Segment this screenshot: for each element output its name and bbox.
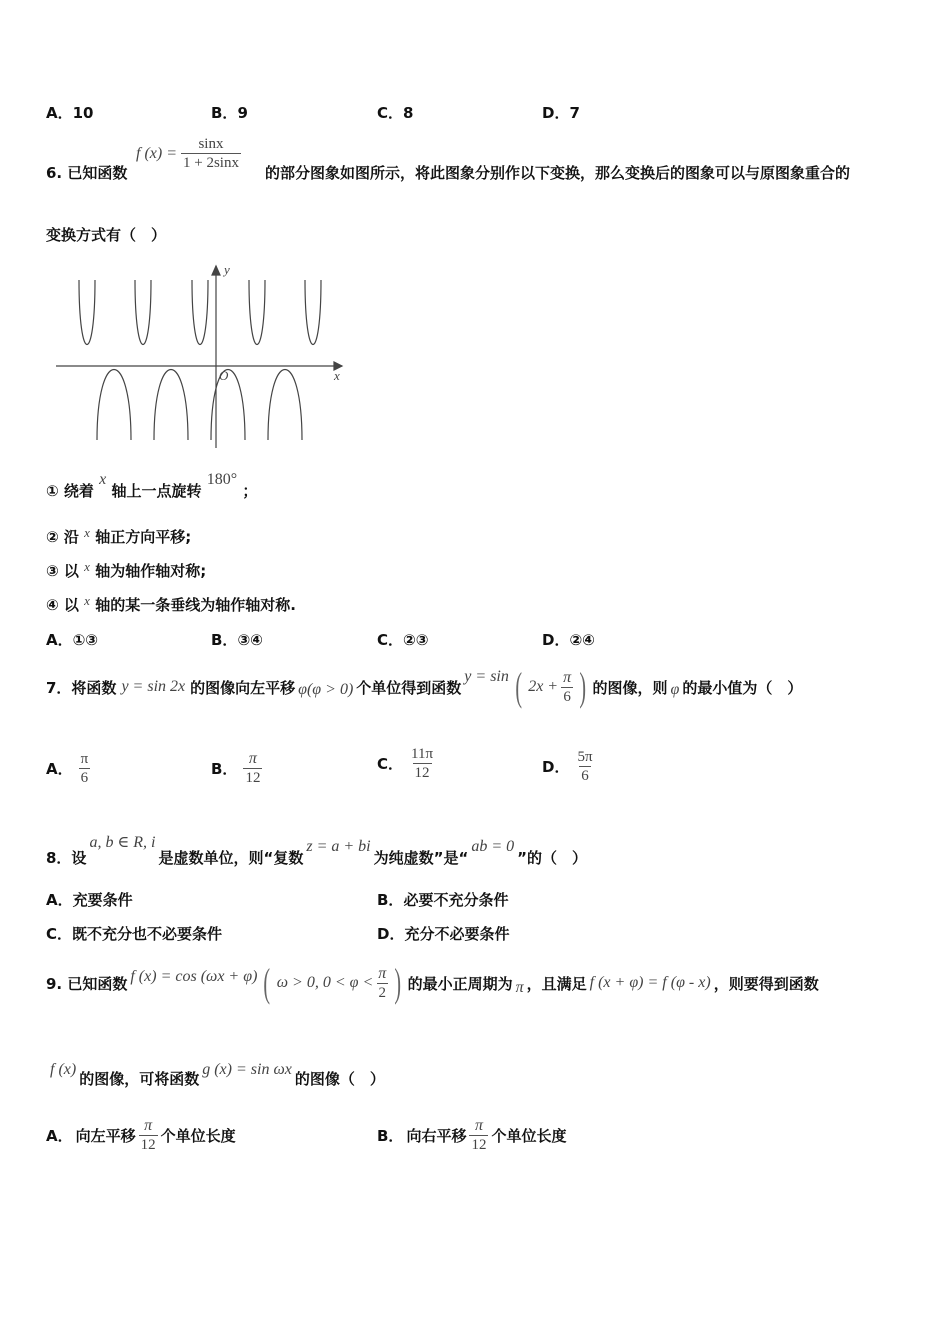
q6-option-b: B．③④ [211,631,263,649]
q5-option-a: A．10 [46,104,94,122]
lower-branch-1 [97,370,131,441]
q5-option-d: D．7 [542,104,580,122]
q9-stem: 9. 已知函数 f (x) = cos (ωx + φ) ( ω > 0, 0 < φ < $\frac{\pi}{2}$ ) 的最小正周期为 π ，且满足 f (x + φ) = f (φ - x) ，则要得到函数 [46,960,819,1005]
q7-option-c: C． $\frac{11\pi}{12}$ [377,746,434,781]
q6-item-1: ① 绕着 x 轴上一点旋转 180° ； [46,471,258,500]
q7-option-b: B． $\frac{\pi}{12}$ [211,750,261,786]
graph-y-label: y [224,262,230,277]
q6-option-a: A．①③ [46,631,99,649]
y-axis-arrow [212,266,220,275]
lower-branch-4 [268,370,302,441]
q8-option-c: C．既不充分也不必要条件 [46,925,223,943]
q9-option-a: A． 向左平移 $\frac{\pi}{12}$ 个单位长度 [46,1117,236,1153]
upper-branch-3 [192,280,208,345]
upper-branch-5 [305,280,321,345]
q6-function: f (x) = $\frac{\sin x}{1 + 2\sin x}$ [136,136,239,171]
q6-graph [50,258,350,453]
q6-item-2: ② 沿 x 轴正方向平移; [46,525,192,546]
q8-stem: 8．设 a, b ∈ R, i 是虚数单位，则“复数 z = a + bi 为纯虚数”是“ ab = 0 ”的（ ） [46,834,587,867]
q8-option-a: A．充要条件 [46,891,133,909]
upper-branch-1 [79,280,95,345]
q7-option-a: A． $\frac{\pi}{6}$ [46,751,89,786]
graph-origin-label: O [219,368,229,383]
q6-prefix: 6. 已知函数 [46,164,128,182]
q9-option-b: B． 向右平移 $\frac{\pi}{12}$ 个单位长度 [377,1117,567,1153]
q9-line2: f (x) 的图像，可将函数 g (x) = sin ωx 的图像（ ） [50,1061,385,1088]
upper-branch-4 [249,280,265,345]
q6-option-c: C．②③ [377,631,429,649]
graph-x-label: x [334,368,340,383]
q7-option-d: D． $\frac{5\pi}{6}$ [542,749,593,784]
q5-option-b: B．9 [211,104,248,122]
q6-line2: 变换方式有（ ） [46,226,167,244]
q8-option-d: D．充分不必要条件 [377,925,510,943]
q6-text: 的部分图象如图所示，将此图象分别作以下变换，那么变换后的图象可以与原图象重合的 [265,164,851,182]
lower-branch-2 [154,370,188,441]
upper-branch-2 [135,280,151,345]
q5-option-c: C．8 [377,104,414,122]
q6-item-4: ④ 以 x 轴的某一条垂线为轴作轴对称. [46,593,296,614]
q6-option-d: D．②④ [542,631,595,649]
q8-option-b: B．必要不充分条件 [377,891,509,909]
q6-item-3: ③ 以 x 轴为轴作轴对称; [46,559,207,580]
q7-stem: 7．将函数 y = sin 2x 的图像向左平移 φ(φ > 0) 个单位得到函数 y = sin ( 2x + $\frac{\pi}{6}$ ) 的图像，则 φ 的最小值为（ ） [46,664,803,709]
